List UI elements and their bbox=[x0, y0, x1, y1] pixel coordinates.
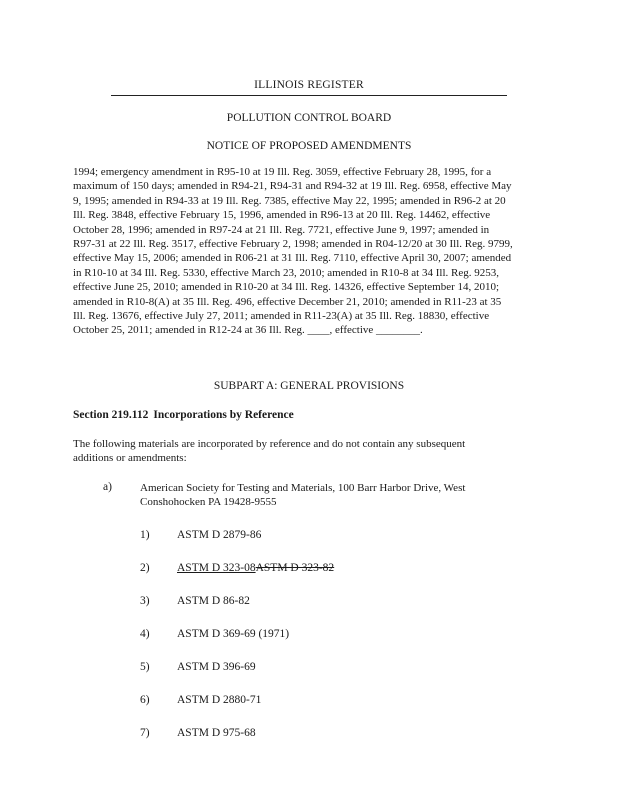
intro-paragraph: The following materials are incorporated by reference and do not contain any subsequent additions or amendments: bbox=[73, 438, 466, 465]
subsection-a-label: a) bbox=[103, 481, 112, 493]
agency-title: POLLUTION CONTROL BOARD bbox=[226, 112, 392, 124]
reference-number: 2) bbox=[140, 562, 150, 574]
subsection-a-text: American Society for Testing and Materials, 100 Barr Harbor Drive, West Conshohocken PA 19428-9555 bbox=[140, 482, 466, 509]
header-rule bbox=[111, 95, 507, 96]
reference-number: 7) bbox=[140, 727, 150, 739]
reference-number: 5) bbox=[140, 661, 150, 673]
section-number: Section 219.112 bbox=[73, 409, 149, 421]
reference-standard: ASTM D 2880-71 bbox=[177, 694, 262, 706]
reference-standard-amended bbox=[177, 562, 334, 574]
notice-title: NOTICE OF PROPOSED AMENDMENTS bbox=[206, 140, 412, 152]
reference-standard: ASTM D 86-82 bbox=[177, 595, 250, 607]
amendment-history-paragraph: 1994; emergency amendment in R95-10 at 19 Ill. Reg. 3059, effective February 28, 1995, for a maximum of 150 days; amended in R94-21, R94-31 and R94-32 at 19 Ill. Reg. 6958, effective May 9, 1995; amended in R94-33 at 19 Ill. Reg. 7385, effective May 22, 1995; amended in R96-2 at 20 Ill. Reg. 3848, effective February 15, 1996, amended in R96-13 at 20 Ill. Reg. 14462, effective October 28, 1996; amended in R97-24 at 21 Ill. Reg. 7721, effective June 9, 1997; amended in R97-31 at 22 Ill. Reg. 3517, effective February 2, 1998; amended in R04-12/20 at 30 Ill. Reg. 9799, effective May 15, 2006; amended in R06-21 at 31 Ill. Reg. 7110, effective April 30, 2007; amended in R10-10 at 34 Ill. Reg. 5330, effective March 23, 2010; amended in R10-8 at 34 Ill. Reg. 9253, effective June 25, 2010; amended in R10-20 at 34 Ill. Reg. 14326, effective September 14, 2010; amended in R10-8(A) at 35 Ill. Reg. 496, effective December 21, 2010; amended in R11-23 at 35 Ill. Reg. 13676, effective July 27, 2011; amended in R11-23(A) at 35 Ill. Reg. 18830, effective October 25, 2011; amended in R12-24 at 36 Ill. Reg. ____, effective ________. bbox=[73, 166, 513, 337]
deleted-text: ASTM D 323-82 bbox=[255, 562, 335, 574]
section-name: Incorporations by Reference bbox=[153, 409, 294, 421]
section-heading bbox=[73, 409, 294, 421]
reference-number: 4) bbox=[140, 628, 150, 640]
reference-standard: ASTM D 2879-86 bbox=[177, 529, 262, 541]
register-title: ILLINOIS REGISTER bbox=[254, 79, 364, 91]
reference-standard: ASTM D 396-69 bbox=[177, 661, 256, 673]
reference-standard: ASTM D 369-69 (1971) bbox=[177, 628, 290, 640]
subpart-heading: SUBPART A: GENERAL PROVISIONS bbox=[213, 380, 405, 392]
reference-number: 1) bbox=[140, 529, 150, 541]
reference-number: 6) bbox=[140, 694, 150, 706]
reference-standard: ASTM D 975-68 bbox=[177, 727, 256, 739]
reference-number: 3) bbox=[140, 595, 150, 607]
inserted-text: ASTM D 323-08 bbox=[177, 562, 256, 574]
